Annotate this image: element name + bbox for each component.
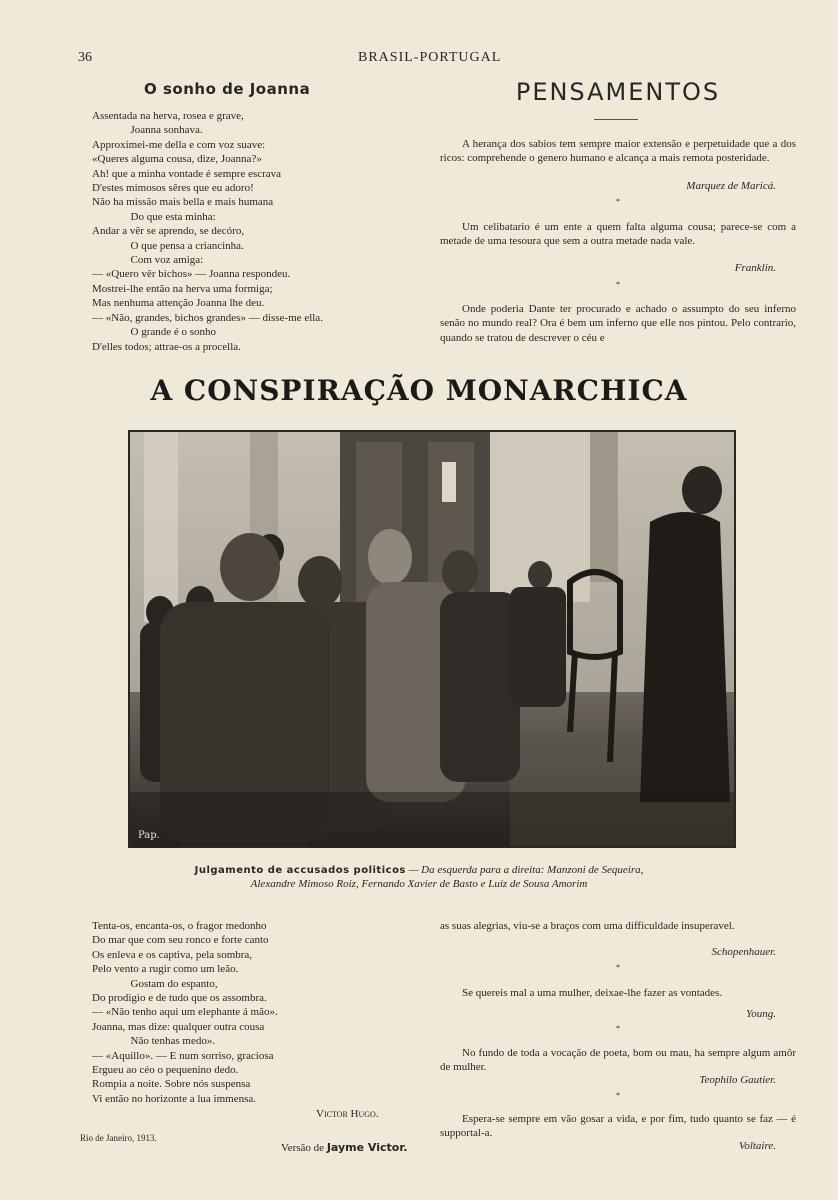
quote-3: Onde poderia Dante ter procurado e achado o assumpto do seu inferno senão no mundo real? Ora é bem um inferno que elle nos pintou. Pelo contrario, quando se tratou de descrever o céu e [440,303,796,344]
caption-italic-2: Alexandre Mimoso Roiz, Fernando Xavier de Basto e Luiz de Sousa Amorim [250,878,588,890]
quote-6-author: Voltaire. [738,1140,776,1152]
poem-line: — «Aquillo». — E num sorriso, graciosa [92,1049,274,1062]
poem-line: Andar a vêr se aprendo, se decóro, [92,225,245,238]
quote-4: Se quereis mal a uma mulher, deixae-lhe fazer as vontades. [462,987,723,999]
photo-signature: Pap. [138,830,160,841]
poem-line: Vi então no horizonte a lua immensa. [92,1092,256,1105]
poem-line: Do prodigio e de tudo que os assombra. [92,992,267,1005]
poem-top-block [92,109,323,354]
article-headline: A CONSPIRAÇÃO MONARCHICA [150,374,688,407]
poem-line: — «Não tenho aqui um elephante á mão». [92,1006,278,1019]
poem-line: D'elles todos; attrae-os a procella. [92,340,241,353]
poem-line: Pelo vento a rugir como um leão. [92,963,239,976]
caption-italic-1: — Da esquerda para a direita: Manzoni de Sequeira, [408,864,644,876]
quote-1-author: Marquez de Maricá. [686,180,776,192]
separator-star: * [616,1091,620,1100]
quote-6: Espera-se sempre em vão gosar a vida, e por fim, tudo quanto se faz — é supportal-a. [440,1113,796,1140]
poem-line: O grande é o sonho [92,326,217,339]
poem-line: Ergueu ao céo o pequenino dedo. [92,1064,239,1077]
poem-line: Não ha missão mais bella e mais humana [92,196,274,209]
translator-name: Jayme Victor. [326,1141,408,1154]
photo-illustration [130,432,734,846]
photo-caption [0,864,838,876]
separator-star: * [616,280,620,289]
poem-line: Assentada na herva, rosea e grave, [92,110,244,122]
courtroom-photo [128,430,736,848]
quote-3-author: Schopenhauer. [711,946,776,958]
poem-line: Não tenhas medo». [92,1035,216,1048]
quote-5-author: Teophilo Gautier. [699,1074,776,1086]
quote-5: No fundo de toda a vocação de poeta, bom ou mau, ha sempre algum amôr de mulher. [440,1047,796,1074]
poem-line: Ah! que a minha vontade é sempre escrava [92,167,282,180]
page-number: 36 [78,50,92,65]
poem-line: Joanna, mas dize: qualquer outra cousa [92,1020,265,1033]
poem-line: Mas nenhuma attenção Joanna lhe deu. [92,297,265,310]
separator-star: * [616,1024,620,1033]
separator-star: * [616,963,620,972]
poem-bottom-block [92,919,278,1106]
caption-bold: Julgamento de accusados politicos [194,865,406,876]
poem-line: O que pensa a criancinha. [92,239,244,252]
pensamentos-title: PENSAMENTOS [515,78,721,106]
poem-line: Do que esta minha: [92,210,216,223]
separator-star: * [616,197,620,206]
poem-line: Mostrei-lhe então na herva uma formiga; [92,282,273,295]
poem-line: Do mar que com seu ronco e forte canto [92,934,269,947]
quote-2: Um celibatario é um ente a quem falta alguma cousa; parece-se com a metade de uma tesoura que sem a outra metade nada vale. [440,221,796,248]
poem-line: — «Quero vêr bichos» — Joanna respondeu. [92,268,291,281]
quote-3-continued: as suas alegrias, viu-se a braços com uma difficuldade insuperavel. [440,920,735,932]
poem-line: D'estes mimosos sêres que eu adoro! [92,182,254,195]
poem-title: O sonho de Joanna [144,80,311,98]
translation-prefix: Versão de [281,1142,325,1154]
poem-line: Com voz amiga: [92,254,204,267]
poem-line: Rompia a noite. Sobre nós suspensa [92,1078,251,1091]
poem-line: Joanna sonhava. [92,124,203,137]
poem-line: — «Não, grandes, bichos grandes» — disse-me ella. [92,311,323,324]
poem-line: «Queres alguma cousa, dize, Joanna?» [92,153,262,166]
title-rule [594,119,638,120]
running-title: BRASIL-PORTUGAL [358,50,502,65]
poem-line: Os enleva e os captiva, pela sombra, [92,948,253,961]
poem-author: Victor Hugo. [316,1108,379,1120]
quote-4-author: Young. [746,1008,776,1020]
poem-line: Gostam do espanto, [92,977,218,990]
translation-credit [281,1141,407,1154]
quote-2-author: Franklin. [734,262,776,274]
poem-line: Tenta-os, encanta-os, o fragor medonho [92,920,267,932]
quote-1: A herança dos sabios tem sempre maior extensão e perpetuidade que a dos ricos: comprehende o genero humano e alcança a mais remota posteridade. [440,138,796,165]
poem-line: Approximei-me della e com voz suave: [92,138,266,151]
place-date: Rio de Janeiro, 1913. [80,1133,157,1143]
